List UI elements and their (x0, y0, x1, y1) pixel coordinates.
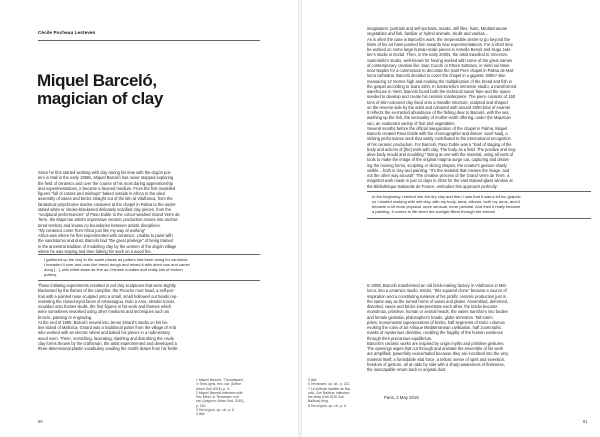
text-line: moulded onto horses skulls, the first figures in his work and themes which (38, 304, 172, 309)
footnotes (196, 378, 258, 417)
quote-line: In the beginning I etched into the dry clay and then I saw that it was a bit too graphic (372, 194, 521, 199)
text-line: assembly of vases and bricks straight out of the kiln at Vilafranca, from the (38, 196, 173, 202)
footnote-line: 7 Le solitude habitée de Bar- (308, 386, 352, 391)
text-line: the inescapable return back to original dust. (367, 367, 447, 372)
text-line: poles, monumental superpositions of bricks, half segments of Doric columns (367, 319, 505, 325)
quote-line: I gathered up the clay in the same places as potters had been doing for centuries. (44, 257, 189, 262)
text-line: ing the moving forms, sculpting or slicing shapes, the creator's gesture slowly (367, 162, 507, 168)
main-text (38, 283, 188, 351)
text-line: The openings wipes that cut through and animate the ensemble of his work (367, 346, 504, 351)
text-line: were sometimes reworked using other mediums and techniques such as (38, 309, 170, 315)
quote-line: so I started working with wet clay, with my body, arms, elbows, both my arms, and it (372, 199, 520, 205)
text-line: striking performance work that vastly contributed to the international recognition (367, 136, 511, 142)
text-line: of contemporary creation like Joan Cucchi or Ettore Sottsass, in Vietri sul Mare (367, 62, 510, 68)
text-line: figures "full of cracks and mishaps" baked outside in Africa to the oiled (38, 191, 165, 196)
text-line: in the ancestral tradition of modelling clay by the women of the dogón village (38, 243, 177, 249)
quote-bottom-rule (367, 218, 591, 219)
text-line: As is often the case in Barceló's work, the irrepressible desire to go beyond the (367, 36, 511, 42)
text-line: clay forms thrown by the craftsman, the artist experimented and developed a (38, 340, 177, 346)
block-quote (372, 194, 591, 214)
text-line: vegetables and fish, familiar or hybrid animals, skulls and vanitas... (367, 31, 489, 37)
footnote-line: 5 Ibid. (308, 378, 318, 382)
text-line: Santoriello's studio, well-known for having worked with some of the great names (367, 57, 513, 63)
title-line-2: magician of clay (37, 88, 163, 108)
text-line: who worked with an electric wheel and baked his pieces in a rudimentary (38, 330, 170, 336)
footnote-line: p. 240. (196, 403, 207, 408)
text-line: ber's studio in Dortal. Then, in the early 2000s, the artist travelled to Vincenzo (367, 52, 508, 58)
footnote-line: 2 Miquel Barceló interview with (196, 390, 243, 395)
text-line: Terre, the Majorcan artist's impressive ceramic production moves into unchar- (38, 217, 179, 223)
text-line: and experimentations, it became a favored medium. From the first modelled (38, 185, 176, 191)
text-line: blackened by the flames of the campfire: the Pinocho mort head, a self-por- (38, 288, 175, 294)
intro-text (38, 170, 260, 254)
text-line: are amplified, powerfully exacerbated because they are inscribed into the very (367, 351, 509, 357)
footnote-line: cat. (Avignon: Actes Sud, 2010), (196, 399, 245, 404)
text-line: through their precarious equilibrium. (367, 335, 433, 341)
right-page (302, 0, 600, 437)
text-line: sun, an exuberant variety of fruit and vegetables. (367, 120, 456, 126)
quote-line: a painting, it comes to life when the sunlight filters through the thread! (372, 209, 495, 215)
author-name: Cécile Pocheau Lesteven (38, 30, 96, 35)
text-line: ative body mould and moulding." Being at one with the material, using all sorts of (367, 152, 514, 157)
text-line: near Naples for a commission to decorate the Sant Pere chapel in Palma de Mal- (367, 68, 514, 73)
left-page (0, 0, 298, 437)
text-line: warehouse in Vietri, Barceló found both the technical savoir faire and the space (367, 89, 511, 94)
quote-top-rule (38, 254, 260, 255)
title-line-1: Miquel Barceló, (37, 71, 157, 90)
text-line: measuring 12 metres high and evoking the multiplication of the bread and fish in (367, 78, 512, 84)
quote-line: dung [...], with millet straw as fine as Chinese noodles and really lots of broken (44, 267, 183, 273)
continued-text (367, 26, 591, 189)
text-line: lorca cathedral. Barceló decided to cover the chapel in a gigantic 300m² skin (367, 73, 506, 79)
text-line: on the reverse side by the artist and coloured with around 2000 kilos of enamel. (367, 104, 512, 110)
article-title (37, 72, 267, 107)
text-line: tered territory and knows no boundaries between artistic disciplines. (38, 222, 161, 228)
text-line: needed to develop and create his ceramic masterpiece. The piece consists of 150 (367, 94, 516, 100)
quote-top-rule (367, 191, 591, 192)
text-line: "sculptural performances" of Paso Doble to the colour-washed Grand Verre de (38, 212, 180, 217)
footnote-line: the artist (Fall 2016 Zoé (308, 395, 344, 400)
text-line: the gospel according to Saint John. In Santoriello's immense studio, a transformed (367, 83, 517, 89)
text-line: wood oven. There, scratching, lacerating, slashing and disturbing the crude (38, 335, 175, 341)
footnote-line: celo, Zoé Balthus, interview (308, 390, 350, 395)
text-line: It reflects the ex-tracted abundance of the fishing dear to Barceló, with the sea (367, 110, 509, 115)
text-line: the sandstorms and dust, Barceló had "the great privilege" of being trained (38, 238, 173, 244)
text-line: material itself, a formidable vital force, a telluric sense of spirit and invention, (367, 356, 506, 362)
text-line: Several months before the official inauguration of the chapel in Palma, Miquel (367, 125, 508, 131)
footnote-line: Eric Mézil, in Terramare, exh. (196, 395, 240, 400)
footnote-line: 4 Ibid. (196, 412, 206, 417)
text-line: evoking the ruins of an Antique Mediterranean civilisation, half zoomorphic (367, 325, 502, 330)
footnote-line: Balthus) blog. (308, 399, 329, 404)
text-line: Africa was where he first experimented with ceramics. Unable to paint with (38, 233, 173, 238)
quote-line: became a lot more physical, more sensual, more pictorial. And then it really became (372, 204, 521, 210)
text-line: lorca, into a ceramics studio. Bricks, "this squared clone" became a source of (367, 288, 507, 294)
header-rule (38, 40, 260, 41)
page-number: 61 (583, 419, 588, 424)
text-line: limits of his art have pushed him towards new experimentations. For a short time (367, 41, 513, 47)
text-line: magistral work made in just 12 days in 2016 for the vast stained-glass window at (367, 178, 513, 184)
text-line: masks of mysterious divinities, recalling the fragility of the human existence (367, 330, 504, 336)
quote-line: pottery. (44, 272, 58, 278)
text-line: distorted, vases and bricks interpenetrate each other, the bricks become (367, 304, 498, 309)
text-line: freedom of gesture, all at odds by side with a sharp awareness of finiteness, (367, 361, 505, 367)
text-line: resenting the closed-eyed faces of Amassagou, Dolo a Amo, slender torsos (38, 298, 175, 304)
quote-line: I kneaded it over and over like bread dough and mixed it with dried cow and camel (44, 262, 190, 268)
footnote-line: Arbos Gull 2013), p. 3. (196, 386, 230, 391)
text-line: he worked on some large human-scale pieces in Armelle Benoit and Hugo Jakr- (367, 47, 512, 52)
footnote-line: in Terra ignis, exh. cat. (Defne (196, 382, 241, 387)
footnote-line: 8 Terra Ignis, op. cit., p. 6. (308, 403, 347, 408)
text-line: visible... both in clay and painting. "It's the material that creates the image, and (367, 167, 510, 173)
text-line: trait with a pointed nose sculpted onto a small, small hollowed out heads rep- (38, 293, 178, 299)
text-line: the field of ceramics and over the course of his most daring apprenticeship (38, 180, 173, 186)
text-line: three-dimensional plastic vocabulary evading the motifs drawn from his fertile (38, 346, 178, 351)
footnote-line: 3 Terra Ignis, op. cit., p. 6. (196, 408, 235, 413)
text-line: tools to make the image of the original magma surge out, capturing and distort- (367, 157, 510, 163)
page-number: 60 (38, 419, 43, 424)
footnote-line: 6 Terramare, op. cit., p. 221. (308, 382, 351, 387)
text-line: Barceló's ceramic works are inspired by origin myths and primitive gestures. (367, 340, 505, 346)
block-quote (44, 257, 260, 277)
closing-text (367, 283, 591, 372)
text-line: of his ceramic production. For Barceló, Paso Doble was a "kind of staging of the (367, 141, 512, 147)
text-line: Since he first started working with clay during his time with the dogón pot- (38, 170, 172, 175)
text-line: bronze, painting or engraving. (38, 314, 93, 320)
text-line: At the end of 1995, Barceló moved into Jeroni Sinard's studio on his na- (38, 319, 169, 325)
text-line: inspiration and a constituting material of his prolific ceramic production just in (367, 293, 507, 299)
text-line: Barceló created Paso Doble with the choreographer and dancer Josef Nadj, a (367, 131, 508, 136)
footnotes (308, 378, 363, 408)
text-line: fantastical polychrome marine creatures at the chapel in Palma to the under- (38, 201, 177, 207)
text-line: These initiating experiments resulted in red clay sculptures that were slightly (38, 283, 176, 288)
text-line: the same way as the turned forms of vases and plates. Assembled, deformed, (367, 298, 509, 304)
footnote-line: 1 Miquel Barceló, "Ceramiques", (196, 378, 245, 382)
quote-bottom-rule (38, 280, 260, 281)
text-line: imagination: portraits and self-portraits, masks, still lifes, fruits, Mediterranean (367, 26, 508, 31)
text-line: tons of skin-coloured clay fixed onto a metallic structure, sculpted and shaped (367, 99, 508, 105)
text-line: and female genitalia, philosopher's heads, globe terrestres. Tall totem (367, 314, 493, 320)
text-line: monstrous, primitive, human or animal heads, the vases transform into bodies (367, 309, 508, 315)
text-line: ters in Mali in the early 1990s, Miquel Barceló has never stopped exploring (38, 175, 174, 181)
text-line: body and actions of [the] work with clay. The body as a field. The positive and neg- (367, 146, 517, 152)
text-line: the Bibliothèque Nationale de France, embodies this approach perfectly: (367, 183, 498, 189)
text-line: washing up the fish, the sensuality of mother-earth offering, under the Majorcan (367, 115, 511, 121)
text-line: stated white or smoke-blackened delicately scarified clay pieces, from the (38, 206, 172, 212)
text-line: not the other way around!" The creative process of the Grand Verre de Terre, a (367, 173, 510, 178)
text-line: where he was staying and then baking his work on a wood fire. (38, 248, 152, 254)
date-signature: Paris, 2 May 2019 (384, 395, 419, 400)
text-line: tive island of Mallorca. Ginard was a traditional potter from the village of Artà (38, 325, 177, 330)
text-line: In 2008, Barceló transformed an old brick-making factory in Vilafranca in Mal- (367, 283, 507, 288)
text-line: "My ceramics come from Africa just like my way of working" (38, 227, 146, 233)
